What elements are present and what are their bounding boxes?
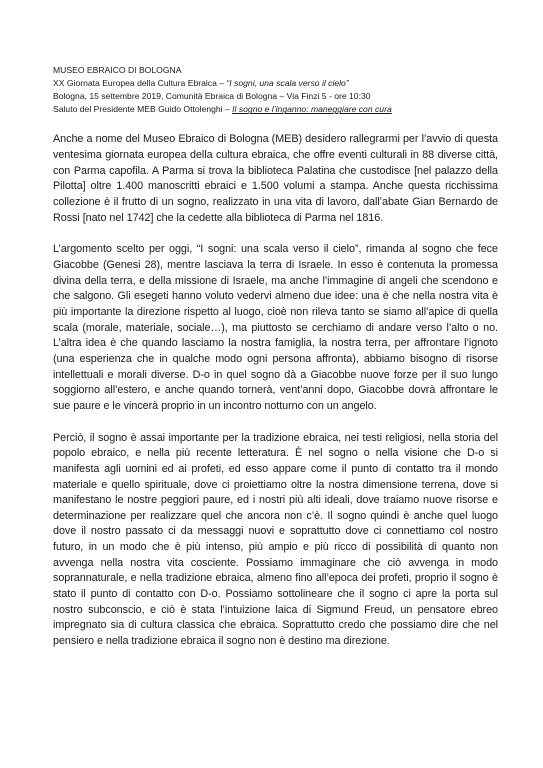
speech-title-line [53,103,498,116]
event-date-location: Bologna, 15 settembre 2019, Comunità Ebraica di Bologna – Via Finzi 5 - ore 10:30 [53,91,371,102]
event-title-prefix: XX Giornata Europea della Cultura Ebraica – [53,78,227,89]
document-body [53,132,498,649]
document-header [53,64,498,116]
event-title-line [53,77,498,90]
speech-title-prefix: Saluto del Presidente MEB Guido Ottolenghi – [53,104,233,115]
paragraph: L’argomento scelto per oggi, “I sogni: una scala verso il cielo”, rimanda al sogno che fece Giacobbe (Genesi 28), mentre lasciava la terra di Israele. In esso è contenuta la promessa divina della terra, e della missione di Israele, ma anche l’immagine di angeli che scendono e che salgono. Gli esegeti hanno voluto vedervi almeno due idee: una è che nella nostra vita è più importante la direzione rispetto al luogo, cioè non rileva tanto se siamo all’apice di quella scala (morale, materiale, sociale…), ma piuttosto se cerchiamo di andare verso l’alto o no. L’altra idea è che quando lasciamo la nostra famiglia, la nostra terra, per affrontare l’ignoto (una esperienza che in qualche modo ogni persona affronta), abbiamo bisogno di risorse intellettuali e morali diverse. D-o in quel sogno dà a Giacobbe nuove forze per il suo lungo soggiorno all’estero, e anche quando tornerà, vent’anni dopo, Giacobbe dovrà affrontare le sue paure e le vincerà proprio in un incontro notturno con un angelo. [53,243,498,412]
paragraph: Anche a nome del Museo Ebraico di Bologna (MEB) desidero rallegrarmi per l’avvio di questa ventesima giornata europea della cultura ebraica, che offre eventi culturali in 88 diverse città, con Parma capofila. A Parma si trova la biblioteca Palatina che custodisce [nel palazzo della Pilotta] oltre 1.400 manoscritti ebraici e 1.500 volumi a stampa. Anche questa ricchissima collezione è il frutto di un sogno, realizzato in una vita di lavoro, dall’abate Gian Bernardo de Rossi [nato nel 1742] che la cedette alla biblioteca di Parma nel 1816. [53,133,498,224]
speech-subtitle: Il sogno e l’inganno: maneggiare con cura [232,104,392,115]
document-page [53,64,498,666]
event-theme: “I sogni, una scala verso il cielo” [226,78,349,89]
museum-name: MUSEO EBRAICO DI BOLOGNA [53,65,182,75]
paragraph: Perciò, il sogno è assai importante per la tradizione ebraica, nei testi religiosi, nella storia del popolo ebraico, e nella più recente letteratura. È nel sogno o nella visione che D-o si manifesta agli uomini ed ai profeti, ed esso appare come il punto di contatto tra il mondo materiale e quello spirituale, dove ci proiettiamo oltre la nostra dimensione terrena, dove si manifestano le nostre peggiori paure, ed i nostri più alti ideali, dove traiamo nuove risorse e determinazione per realizzare quel che ancora non c’è. Il sogno quindi è anche quel luogo dove il nostro passato ci da messaggi nuovi e soprattutto dove ci connettiamo col nostro futuro, in un modo che è più intenso, più ampio e più ricco di possibilità di quanto non avvenga nella nostra vita cosciente. Possiamo immaginare che ciò avvenga in modo soprannaturale, e nella tradizione ebraica, almeno fino all’epoca dei profeti, proprio il sogno è stato il punto di contatto con D-o. Possiamo sottolineare che il sogno ci apre la porta sul nostro subconscio, e ciò è stata l’intuizione laica di Sigmund Freud, un pensatore ebreo impregnato sia di cultura classica che ebraica. Soprattutto credo che possiamo dire che nel pensiero e nella tradizione ebraica il sogno non è destino ma direzione. [53,431,498,648]
